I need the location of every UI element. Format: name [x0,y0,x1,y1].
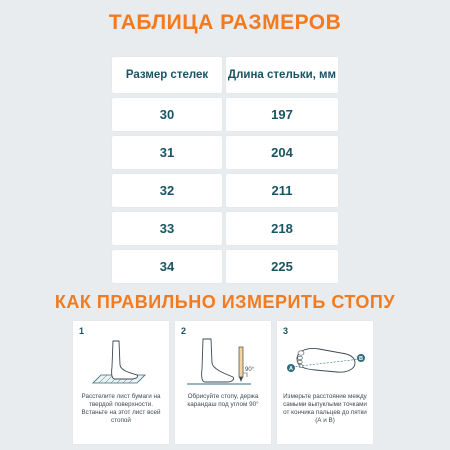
foot-on-paper-icon [79,337,163,389]
size-table [112,57,338,288]
header-insole-size: Размер стелек [112,57,222,93]
measure-steps [73,321,373,444]
length-cell: 197 [226,98,338,131]
step-card-2 [175,321,271,444]
size-cell: 32 [112,174,222,207]
table-row [112,250,338,283]
step-card-3 [277,321,373,444]
step-text: Расстелите лист бумаги на твердой поверхности. Встаньте на этот лист всей стопой [81,393,161,424]
measure-title: КАК ПРАВИЛЬНО ИЗМЕРИТЬ СТОПУ [54,292,396,312]
size-cell: 31 [112,136,222,169]
header-insole-length: Длина стельки, мм [226,57,338,93]
angle-label: 90° [245,367,255,373]
pencil-trace-icon [181,337,265,389]
table-row [112,212,338,245]
foot-outline-measure-icon [283,337,367,389]
length-cell: 211 [226,174,338,207]
table-row [112,136,338,169]
step-number: 2 [181,326,187,336]
length-cell: 218 [226,212,338,245]
length-cell: 204 [226,136,338,169]
step-card-1 [73,321,169,444]
length-cell: 225 [226,250,338,283]
size-cell: 33 [112,212,222,245]
size-cell: 34 [112,250,222,283]
size-table-header [112,57,338,93]
step-text: Обрисуйте стопу, держа карандаш под углом 90° [187,393,259,408]
size-table-title: ТАБЛИЦА РАЗМЕРОВ [108,11,342,34]
table-row [112,98,338,131]
point-a-label: A [289,366,293,372]
point-b-label: B [359,356,363,362]
table-row [112,174,338,207]
step-number: 1 [79,326,85,336]
step-text: Измерьте расстояние между самыми выпуклыми точками от кончика пальцев до пятки (А и В) [283,393,367,424]
size-cell: 30 [112,98,222,131]
step-number: 3 [283,326,289,336]
